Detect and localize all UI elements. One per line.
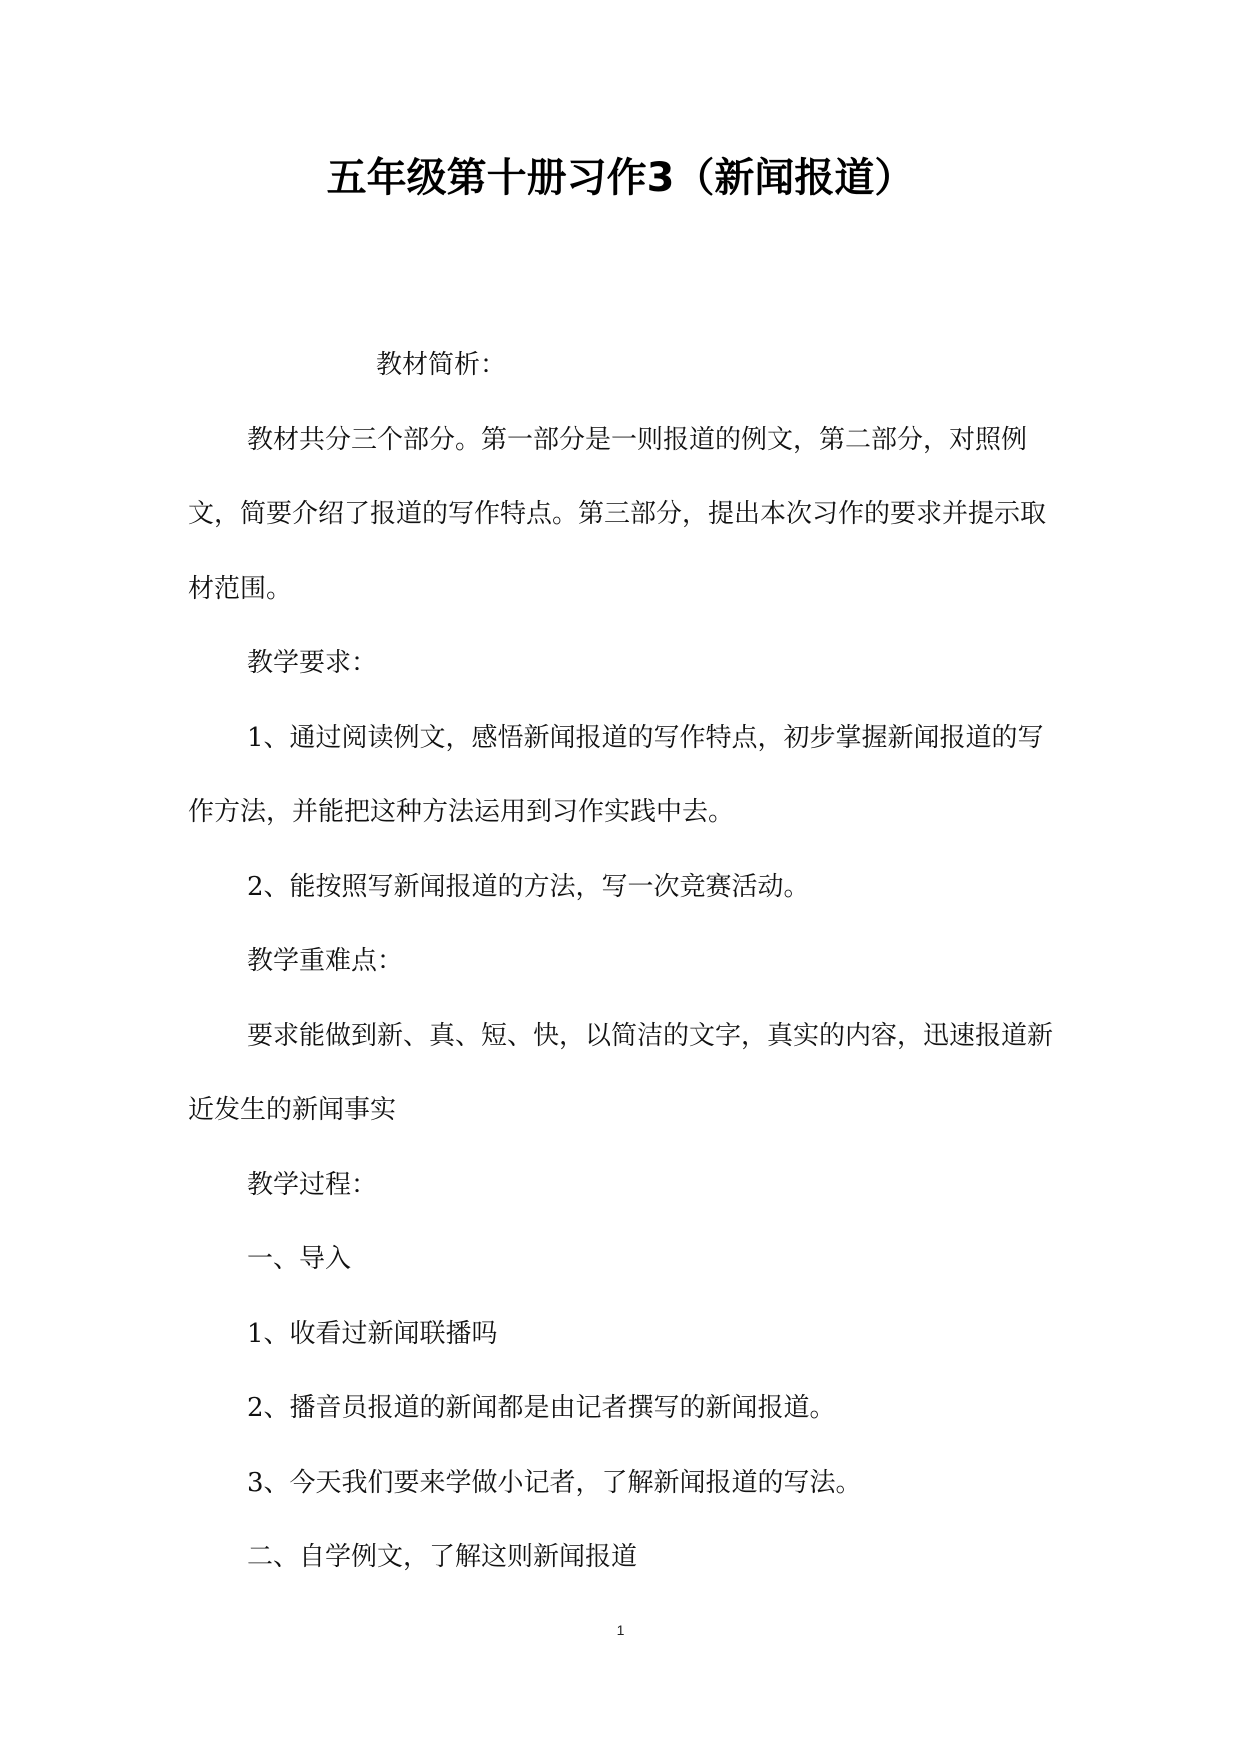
document-title: 五年级第十册习作3（新闻报道）	[326, 155, 915, 201]
section-heading-self-study: 二、自学例文，了解这则新闻报道	[247, 1542, 638, 1572]
section-heading-introduction: 一、导入	[247, 1244, 352, 1274]
list-item-intro-1: 1、收看过新闻联播吗	[247, 1318, 498, 1349]
document-body	[188, 328, 1056, 1595]
list-item-requirement-1: 1、通过阅读例文，感悟新闻报道的写作特点，初步掌握新闻报道的写作方法，并能把这种方法运用到习作实践中去。	[188, 722, 1044, 827]
section-heading-textbook-analysis: 教材简析：	[376, 350, 507, 380]
section-heading-key-points: 教学重难点：	[247, 946, 404, 976]
section-heading-teaching-requirements: 教学要求：	[247, 648, 378, 678]
page-number: 1	[616, 1622, 625, 1638]
paragraph-key-points: 要求能做到新、真、短、快，以简洁的文字，真实的内容，迅速报道新近发生的新闻事实	[188, 1020, 1054, 1125]
list-item-intro-2: 2、播音员报道的新闻都是由记者撰写的新闻报道。	[247, 1393, 836, 1423]
section-heading-teaching-process: 教学过程：	[247, 1169, 378, 1200]
list-item-requirement-2: 2、能按照写新闻报道的方法，写一次竞赛活动。	[247, 871, 810, 902]
list-item-intro-3: 3、今天我们要来学做小记者，了解新闻报道的写法。	[247, 1467, 862, 1498]
paragraph-textbook-overview: 教材共分三个部分。第一部分是一则报道的例文，第二部分，对照例文，简要介绍了报道的写作特点。第三部分，提出本次习作的要求并提示取材范围。	[188, 424, 1047, 604]
